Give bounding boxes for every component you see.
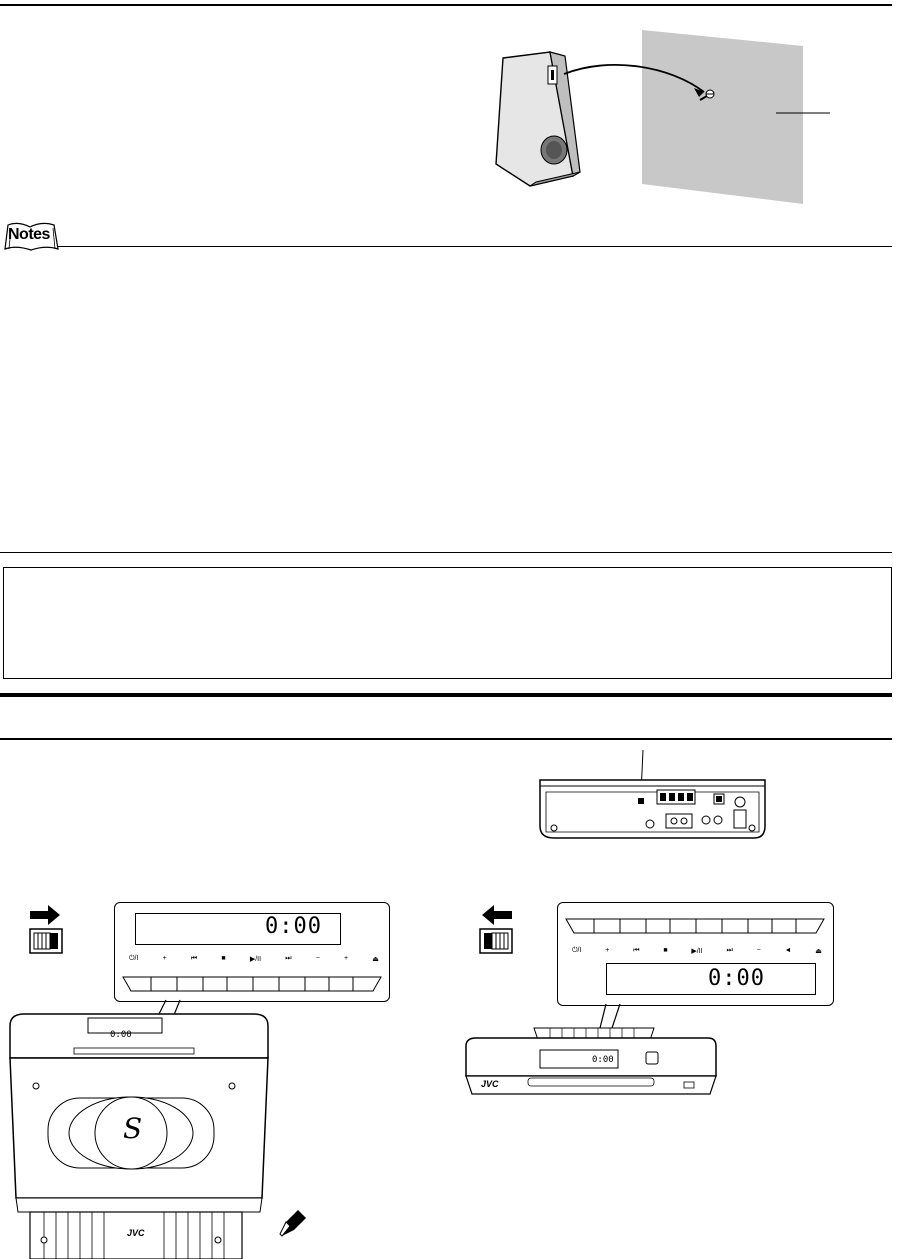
wall-panel bbox=[642, 30, 803, 204]
heading-rule-thick bbox=[0, 693, 892, 697]
caution-box bbox=[3, 567, 892, 679]
wall-front-panel-zoom bbox=[114, 902, 390, 1002]
wall-brand-logo: JVC bbox=[127, 1228, 145, 1238]
notes-rule bbox=[58, 246, 892, 247]
wall-unit-lcd-time: 0:00 bbox=[110, 1030, 132, 1040]
speaker-wall-illustration bbox=[490, 26, 835, 208]
switch-left-icon bbox=[478, 905, 514, 955]
power-symbol: ⏻/I bbox=[129, 955, 139, 962]
table-unit-lcd-time: 0:00 bbox=[592, 1055, 614, 1065]
speaker-s-badge: S bbox=[123, 1112, 143, 1145]
section-rule-1 bbox=[0, 552, 892, 553]
table-button-symbols: ⏻/I + ⏮ ■ ▶/II ⏭ − ◄ ⏏ bbox=[572, 947, 822, 955]
notes-label: Notes bbox=[8, 226, 50, 243]
top-rule bbox=[0, 4, 892, 6]
table-lcd-time: 0:00 bbox=[708, 966, 765, 991]
notes-icon bbox=[2, 219, 60, 251]
wall-lcd-time: 0:00 bbox=[265, 914, 322, 939]
rear-panel-illustration bbox=[530, 748, 780, 846]
heading-rule-thin bbox=[0, 738, 892, 740]
table-front-panel-zoom bbox=[557, 902, 834, 1006]
wall-button-symbols: ⏻/I + ⏮ ■ ▶/II ⏭ − + ⏏ bbox=[129, 955, 379, 967]
pencil-icon bbox=[276, 1208, 308, 1238]
table-brand-logo: JVC bbox=[481, 1079, 499, 1089]
switch-right-icon bbox=[28, 905, 64, 955]
rear-switch bbox=[638, 798, 644, 804]
